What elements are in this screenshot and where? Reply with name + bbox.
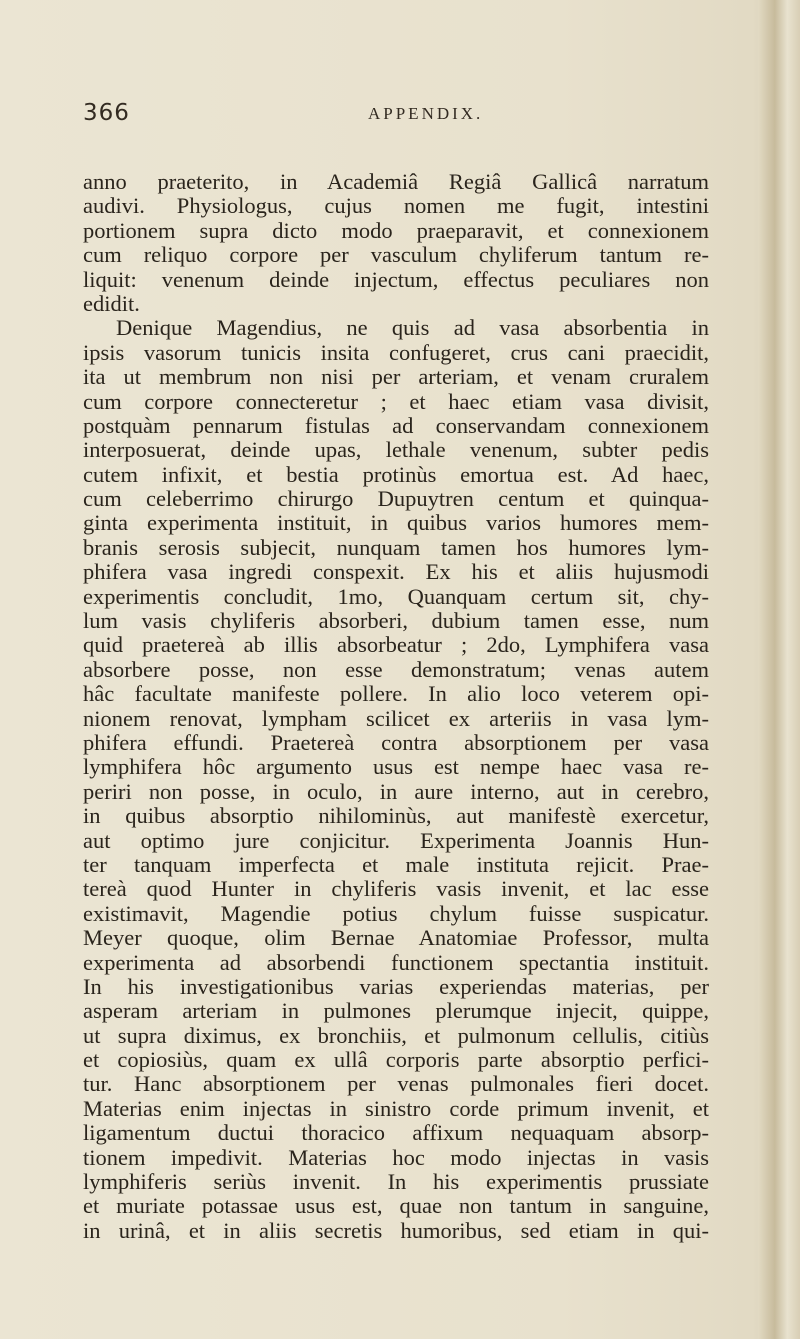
text-line: postquàm pennarum fistulas ad conservandam connexionem	[83, 412, 709, 438]
text-line: Meyer quoque, olim Bernae Anatomiae Professor, multa	[83, 925, 709, 951]
text-line: et muriate potassae usus est, quae non tantum in sanguine,	[83, 1193, 709, 1219]
text-line: experimentis concludit, 1mo, Quanquam certum sit, chy-	[83, 583, 709, 609]
text-line: ginta experimenta instituit, in quibus varios humores mem-	[83, 510, 709, 536]
text-line: ligamentum ductui thoracico affixum nequaquam absorp-	[83, 1120, 709, 1146]
text-line: In his investigationibus varias experiendas materias, per	[83, 973, 709, 999]
text-line: lymphiferis seriùs invenit. In his experimentis prussiate	[83, 1169, 709, 1195]
text-line: cum celeberrimo chirurgo Dupuytren centum et quinqua-	[83, 486, 709, 512]
text-line: Materias enim injectas in sinistro corde primum invenit, et	[83, 1095, 709, 1121]
text-line: et copiosiùs, quam ex ullâ corporis parte absorptio perfici-	[83, 1047, 709, 1073]
running-head: APPENDIX.	[368, 104, 484, 123]
text-line: branis serosis subjecit, nunquam tamen hos humores lym-	[83, 534, 709, 560]
text-line: edidit.	[83, 290, 140, 316]
text-line: asperam arteriam in pulmones plerumque injecit, quippe,	[83, 998, 709, 1024]
text-line: lum vasis chyliferis absorberi, dubium tamen esse, num	[83, 608, 709, 634]
text-line: phifera effundi. Praetereà contra absorptionem per vasa	[83, 729, 709, 755]
text-line: phifera vasa ingredi conspexit. Ex his et aliis hujusmodi	[83, 559, 709, 585]
text-line: absorbere posse, non esse demonstratum; venas autem	[83, 656, 709, 682]
text-line: tionem impedivit. Materias hoc modo injectas in vasis	[83, 1144, 709, 1170]
text-line: lymphifera hôc argumento usus est nempe haec vasa re-	[83, 754, 709, 780]
body-text	[83, 170, 709, 1243]
text-line: in urinâ, et in aliis secretis humoribus, sed etiam in qui-	[83, 1217, 709, 1243]
text-line: ipsis vasorum tunicis insita confugeret, crus cani praecidit,	[83, 339, 709, 365]
text-line: ita ut membrum non nisi per arteriam, et venam cruralem	[83, 364, 709, 390]
text-line: anno praeterito, in Academiâ Regiâ Gallicâ narratum	[83, 169, 709, 194]
text-line: tur. Hanc absorptionem per venas pulmonales fieri docet.	[83, 1071, 709, 1097]
text-line: existimavit, Magendie potius chylum fuisse suspicatur.	[83, 900, 709, 926]
text-line: liquit: venenum deinde injectum, effectus peculiares non	[83, 266, 709, 292]
text-line: audivi. Physiologus, cujus nomen me fugit, intestini	[83, 193, 709, 219]
text-line: nionem renovat, lympham scilicet ex arteriis in vasa lym-	[83, 705, 709, 731]
text-line: experimenta ad absorbendi functionem spectantia instituit.	[83, 949, 709, 975]
text-line: hâc facultate manifeste pollere. In alio loco veterem opi-	[83, 681, 709, 707]
text-line: ut supra diximus, ex bronchiis, et pulmonum cellulis, citiùs	[83, 1022, 709, 1048]
text-line: interposuerat, deinde upas, lethale venenum, subter pedis	[83, 437, 709, 463]
text-line: cum reliquo corpore per vasculum chyliferum tantum re-	[83, 242, 709, 268]
text-line: aut optimo jure conjicitur. Experimenta Joannis Hun-	[83, 827, 709, 853]
text-line: tereà quod Hunter in chyliferis vasis invenit, et lac esse	[83, 876, 709, 902]
page-number: 366	[83, 100, 130, 126]
text-line: cutem infixit, et bestia protinùs emortua est. Ad haec,	[83, 461, 709, 487]
text-line: ter tanquam imperfecta et male instituta rejicit. Prae-	[83, 851, 709, 877]
text-line: cum corpore connecteretur ; et haec etiam vasa divisit,	[83, 388, 709, 414]
page-header	[83, 100, 703, 132]
text-line: periri non posse, in oculo, in aure interno, aut in cerebro,	[83, 778, 709, 804]
text-line: portionem supra dicto modo praeparavit, et connexionem	[83, 217, 709, 243]
text-line: quid praetereà ab illis absorbeatur ; 2do, Lymphifera vasa	[83, 632, 709, 658]
text-line: in quibus absorptio nihilominùs, aut manifestè exercetur,	[83, 803, 709, 829]
text-line: Denique Magendius, ne quis ad vasa absorbentia in	[116, 315, 709, 341]
book-gutter	[758, 0, 800, 1339]
